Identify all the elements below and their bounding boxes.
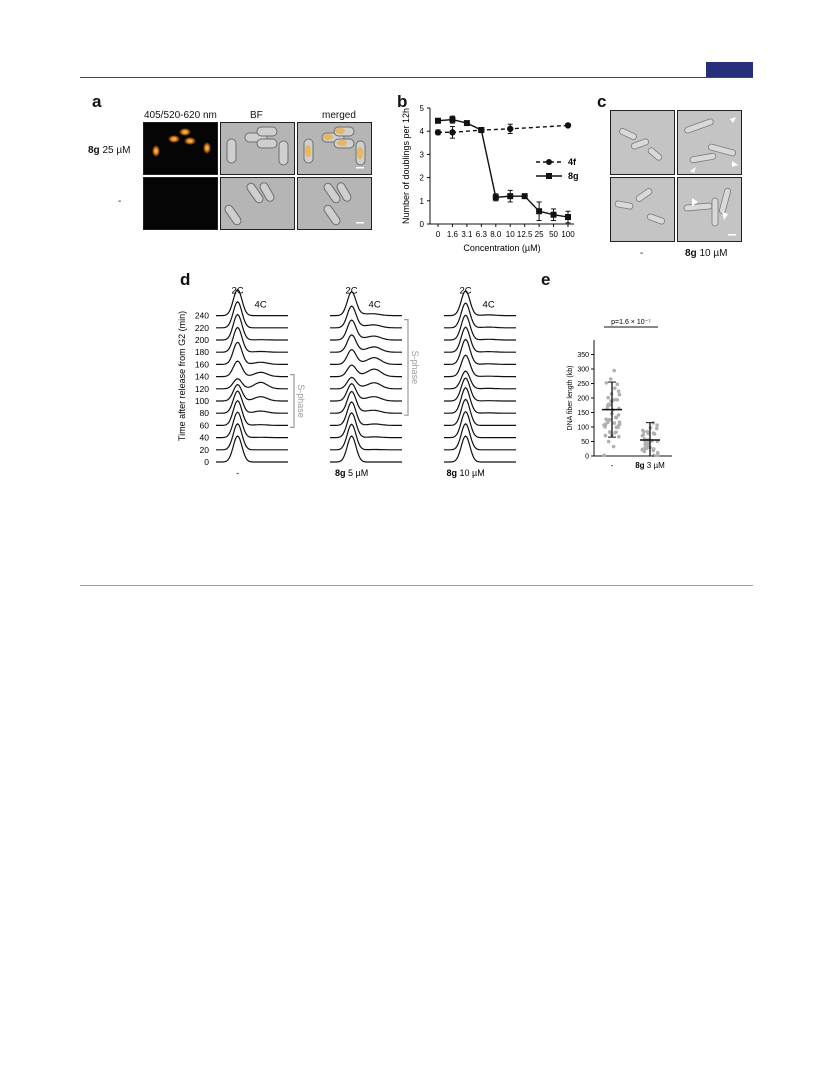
time-tick-label: 40 xyxy=(199,432,209,443)
panel-a-header-bf: BF xyxy=(250,110,263,121)
legend-marker-4f xyxy=(546,159,552,165)
sphase-label: S-phase xyxy=(410,350,420,385)
y-axis-label: DNA fiber length (kb) xyxy=(567,365,574,431)
y-tick-label: 3 xyxy=(419,150,424,160)
peak-label-4c: 4C xyxy=(254,299,267,311)
panel-d-letter: d xyxy=(180,270,191,289)
x-tick-label: 100 xyxy=(561,230,575,239)
concentration: 10 µM xyxy=(457,468,485,478)
data-point xyxy=(644,442,648,446)
data-point xyxy=(616,398,620,402)
concentration: 5 µM xyxy=(345,468,369,478)
concentration: 3 µM xyxy=(644,461,665,470)
data-point xyxy=(655,423,659,427)
bf-control-cells-graphic xyxy=(221,178,293,228)
y-tick-label: 4 xyxy=(419,127,424,137)
histogram-trace xyxy=(216,379,288,389)
time-tick-label: 220 xyxy=(194,322,209,333)
dna-fiber-chart xyxy=(562,300,686,478)
data-point xyxy=(603,454,607,458)
concentration: - xyxy=(610,461,614,470)
data-point xyxy=(613,421,617,425)
data-point xyxy=(616,383,620,387)
data-point xyxy=(641,429,645,433)
merged-image-8g xyxy=(297,122,372,175)
data-point-4f xyxy=(565,122,571,128)
x-tick-label: 3.1 xyxy=(461,230,473,239)
fluorescence-image-control xyxy=(143,177,218,230)
8g-top-cells xyxy=(678,111,740,173)
data-point xyxy=(617,435,621,439)
x-tick-label: 6.3 xyxy=(475,230,487,239)
legend-label-4f: 4f xyxy=(568,157,577,167)
data-point xyxy=(652,454,656,458)
data-point-4f xyxy=(449,129,455,135)
time-tick-label: 140 xyxy=(194,371,209,382)
data-point-4f xyxy=(507,126,513,132)
cell-image-8g-top xyxy=(677,110,742,175)
data-point-8g xyxy=(493,194,499,200)
series-line-4f xyxy=(438,125,568,132)
data-point-8g xyxy=(464,120,470,126)
time-tick-label: 120 xyxy=(194,383,209,394)
histogram-trace xyxy=(216,391,288,413)
merged-control-cells-graphic xyxy=(298,178,370,228)
data-point xyxy=(604,418,608,422)
doublings-chart xyxy=(396,100,592,262)
data-point xyxy=(605,381,609,385)
data-point-8g xyxy=(565,214,571,220)
x-tick-label: 0 xyxy=(435,230,441,239)
time-tick-label: 0 xyxy=(204,457,209,467)
compound: 8g xyxy=(446,468,458,478)
data-point xyxy=(646,430,650,434)
peak-label-2c: 2C xyxy=(345,285,358,297)
data-point xyxy=(617,389,621,393)
data-point xyxy=(608,430,612,434)
sphase-bracket xyxy=(290,375,294,428)
data-point xyxy=(609,377,613,381)
data-point xyxy=(617,424,621,428)
time-tick-label: 100 xyxy=(194,396,209,406)
peak-label-2c: 2C xyxy=(459,285,472,297)
time-tick-label: 160 xyxy=(194,359,209,370)
time-tick-label: 80 xyxy=(199,408,209,419)
data-point xyxy=(612,445,616,449)
column-label-8g-5uM xyxy=(335,468,368,478)
histogram-trace xyxy=(444,355,516,376)
data-point-8g xyxy=(478,127,484,133)
data-point xyxy=(608,418,612,422)
data-point xyxy=(617,413,621,417)
series-line-8g xyxy=(438,120,568,217)
x-tick-label: 1.6 xyxy=(446,230,459,239)
panel-a-row2-label: - xyxy=(118,196,122,207)
y-tick-label: 5 xyxy=(419,104,424,113)
panel-a-letter: a xyxy=(92,92,102,111)
sphase-bracket xyxy=(404,320,408,416)
y-tick-label: 350 xyxy=(577,352,589,359)
histogram-trace xyxy=(330,320,402,340)
peak-label-2c: 2C xyxy=(231,285,244,297)
data-point-8g xyxy=(507,193,513,199)
y-tick-label: 0 xyxy=(419,220,424,229)
compound: 8g xyxy=(635,461,645,470)
y-tick-label: 0 xyxy=(585,453,589,461)
category-label xyxy=(635,461,665,470)
data-point xyxy=(606,396,610,400)
control-top-cells xyxy=(611,111,673,173)
y-tick-label: 150 xyxy=(577,410,589,417)
histogram-trace xyxy=(216,290,288,316)
8g-bottom-cells xyxy=(678,178,740,240)
histogram-trace xyxy=(330,384,402,401)
cell-image-control-top xyxy=(610,110,675,175)
legend-label-8g: 8g xyxy=(568,171,579,181)
scale-bar xyxy=(356,222,364,224)
y-tick-label: 250 xyxy=(577,381,589,388)
category-label xyxy=(611,461,614,470)
data-point xyxy=(656,454,660,458)
data-point xyxy=(652,431,656,435)
panel-c-label-control: - xyxy=(640,248,644,259)
y-axis-label: Number of doublings per 12h xyxy=(401,107,411,225)
x-tick-label: 25 xyxy=(534,230,544,239)
y-tick-label: 200 xyxy=(577,395,589,403)
x-tick-label: 12.5 xyxy=(516,230,533,239)
x-axis-label: Concentration (µM) xyxy=(463,243,541,253)
x-tick-label: 8.0 xyxy=(490,230,502,239)
compound: 8g xyxy=(334,468,346,478)
histogram-trace xyxy=(216,385,288,401)
histogram-trace xyxy=(330,306,402,328)
y-tick-label: 100 xyxy=(577,424,589,432)
x-tick-label: 10 xyxy=(505,230,515,239)
data-point-8g xyxy=(522,193,528,199)
data-point xyxy=(618,393,622,397)
x-tick-label: 50 xyxy=(549,230,559,239)
histogram-trace xyxy=(216,342,288,364)
data-point-8g xyxy=(551,212,557,218)
column-label-8g-10uM xyxy=(446,468,484,478)
y-tick-label: 300 xyxy=(577,366,589,374)
y-tick-label: 2 xyxy=(419,173,424,183)
bf-cells-graphic xyxy=(221,123,293,173)
data-point xyxy=(613,386,617,390)
data-point xyxy=(614,430,618,434)
scale-bar xyxy=(356,167,364,169)
header-rule xyxy=(80,77,753,78)
column-label-control: - xyxy=(236,468,240,478)
data-point xyxy=(652,449,656,453)
peak-label-4c: 4C xyxy=(368,299,381,311)
data-point-8g xyxy=(449,117,455,123)
panel-a-row1-label xyxy=(88,145,130,156)
sphase-label: S-phase xyxy=(296,384,306,418)
time-tick-label: 20 xyxy=(199,444,209,455)
scale-bar xyxy=(728,234,736,236)
histogram-trace xyxy=(330,365,402,377)
data-point xyxy=(607,440,611,444)
control-bottom-cells xyxy=(611,178,673,240)
data-point xyxy=(645,447,649,451)
flow-cytometry-histograms xyxy=(176,280,520,478)
cell-image-control-bottom xyxy=(610,177,675,242)
legend-marker-8g xyxy=(546,173,552,179)
brightfield-image-8g xyxy=(220,122,295,175)
panel-b-letter: b xyxy=(397,92,408,111)
panel-e-letter: e xyxy=(541,270,551,289)
footer-rule xyxy=(80,585,753,586)
y-tick-label: 50 xyxy=(581,439,589,446)
merged-image-control xyxy=(297,177,372,230)
data-point-8g xyxy=(435,118,441,124)
data-point-4f xyxy=(435,129,441,135)
data-point xyxy=(612,369,616,373)
fluorescent-cells-graphic xyxy=(144,123,216,173)
panel-c-conc: 10 µM xyxy=(696,248,728,259)
y-axis-label: Time after release from G2 (min) xyxy=(177,310,187,442)
fluorescence-image-8g xyxy=(143,122,218,175)
brightfield-image-control xyxy=(220,177,295,230)
histogram-trace xyxy=(444,291,516,316)
histogram-trace xyxy=(330,292,402,316)
panel-c-compound: 8g xyxy=(685,248,697,259)
row1-conc: 25 µM xyxy=(99,145,131,156)
data-point xyxy=(608,403,612,407)
histogram-trace xyxy=(444,378,516,401)
histogram-trace xyxy=(444,371,516,389)
data-point-8g xyxy=(536,208,542,214)
panel-c-letter: c xyxy=(597,92,607,111)
row1-compound: 8g xyxy=(88,145,100,156)
data-point xyxy=(655,427,659,431)
peak-label-4c: 4C xyxy=(482,299,495,311)
time-tick-label: 180 xyxy=(194,347,209,358)
merged-cells-graphic xyxy=(298,123,370,173)
time-tick-label: 60 xyxy=(199,420,209,431)
panel-a-header-fluorescence: 405/520-620 nm xyxy=(144,110,217,121)
time-tick-label: 240 xyxy=(194,310,209,321)
histogram-trace xyxy=(330,377,402,388)
page-corner-marker xyxy=(706,62,753,77)
panel-c-label-8g xyxy=(685,248,727,259)
time-tick-label: 200 xyxy=(194,335,209,345)
histogram-trace xyxy=(330,392,402,414)
y-tick-label: 1 xyxy=(419,196,424,206)
p-value-annotation: p=1.6 × 10⁻⁷ xyxy=(611,319,651,326)
data-point xyxy=(604,434,608,438)
data-point xyxy=(642,433,646,437)
data-point xyxy=(603,425,607,429)
cell-image-8g-bottom xyxy=(677,177,742,242)
panel-a-header-merged: merged xyxy=(322,110,356,121)
